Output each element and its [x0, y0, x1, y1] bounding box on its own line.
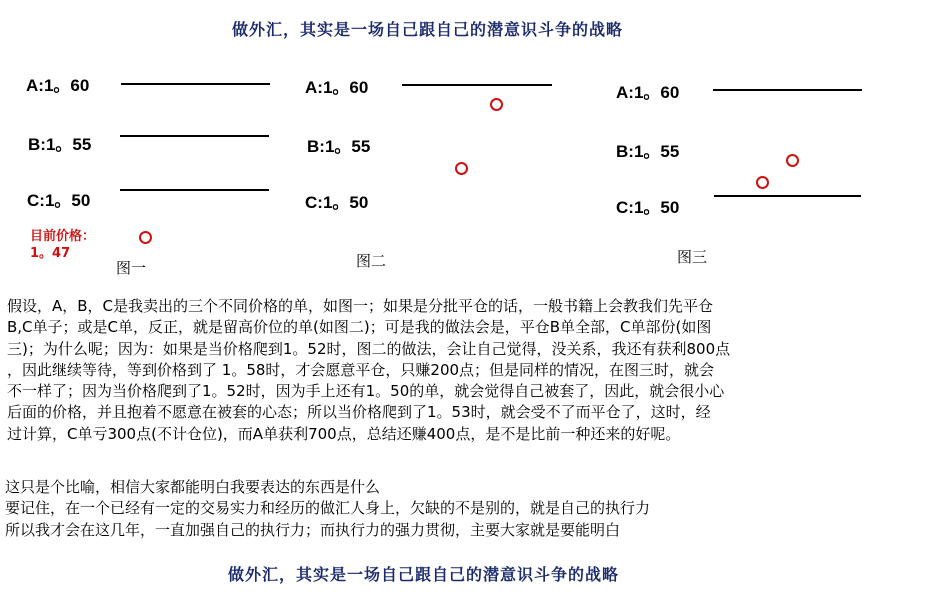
figure-caption: 图一: [116, 259, 147, 277]
text-line: 后面的价格，并且抱着不愿意在被套的心态；所以当价格爬到了1。53时，就会受不了而平仓了，这时，经: [7, 403, 711, 422]
level-label-c: C:1。50: [305, 193, 369, 212]
current-price-value: 1。47: [30, 246, 71, 261]
price-marker: [139, 231, 152, 244]
level-line-b: [120, 135, 269, 137]
conclusion-paragraph: [5, 477, 650, 541]
level-line-a: [121, 83, 270, 85]
level-label-b: B:1。55: [616, 142, 680, 161]
text-line: ，因此继续等待，等到价格到了 1。58时，才会愿意平仓，只赚200点；但是同样的情况，在图三时，就会: [7, 360, 715, 379]
level-label-c: C:1。50: [27, 191, 91, 210]
figure-caption: 图三: [677, 248, 708, 266]
level-label-b: B:1。55: [28, 135, 92, 154]
figure-caption: 图二: [356, 252, 387, 270]
level-line-a: [713, 89, 862, 91]
text-line: 过计算，C单亏300点(不计仓位)，而A单获利700点，总结还赚400点，是不是比前一种还来的好呢。: [7, 424, 681, 443]
price-marker: [786, 154, 799, 167]
price-marker: [490, 98, 503, 111]
footer-title: 做外汇，其实是一场自己跟自己的潜意识斗争的战略: [228, 565, 620, 584]
text-line: 要记住，在一个已经有一定的交易实力和经历的做汇人身上，欠缺的不是别的，就是自己的执行力: [5, 499, 651, 518]
text-line: 假设，A，B，C是我卖出的三个不同价格的单，如图一；如果是分批平仓的话，一般书籍上会教我们先平仓: [7, 297, 714, 315]
explanation-paragraph: [7, 296, 730, 445]
level-label-a: A:1。60: [26, 76, 90, 95]
page-title: 做外汇，其实是一场自己跟自己的潜意识斗争的战略: [232, 20, 624, 39]
price-marker: [455, 162, 468, 175]
level-label-a: A:1。60: [616, 83, 680, 102]
level-label-c: C:1。50: [616, 198, 680, 217]
level-line-c: [120, 189, 269, 191]
level-line-a: [402, 84, 552, 86]
text-line: B,C单子；或是C单，反正，就是留高价位的单(如图二)；可是我的做法会是，平仓B单全部，C单部份(如图: [7, 318, 712, 337]
price-marker: [756, 176, 769, 189]
text-line: 这只是个比喻，相信大家都能明白我要表达的东西是什么: [5, 478, 381, 496]
level-line-c: [714, 195, 861, 197]
text-line: 不一样了；因为当价格爬到了1。52时，因为手上还有1。50的单，就会觉得自己被套了，因此，就会很小心: [7, 382, 725, 401]
current-price-label: 目前价格：: [30, 229, 96, 244]
text-line: 所以我才会在这几年，一直加强自己的执行力；而执行力的强力贯彻，主要大家就是要能明白: [5, 520, 621, 539]
level-label-b: B:1。55: [307, 137, 371, 156]
level-label-a: A:1。60: [305, 78, 369, 97]
text-line: 三)；为什么呢；因为：如果是当价格爬到1。52时，图二的做法，会让自己觉得，没关系，我还有获利800点: [7, 339, 731, 358]
